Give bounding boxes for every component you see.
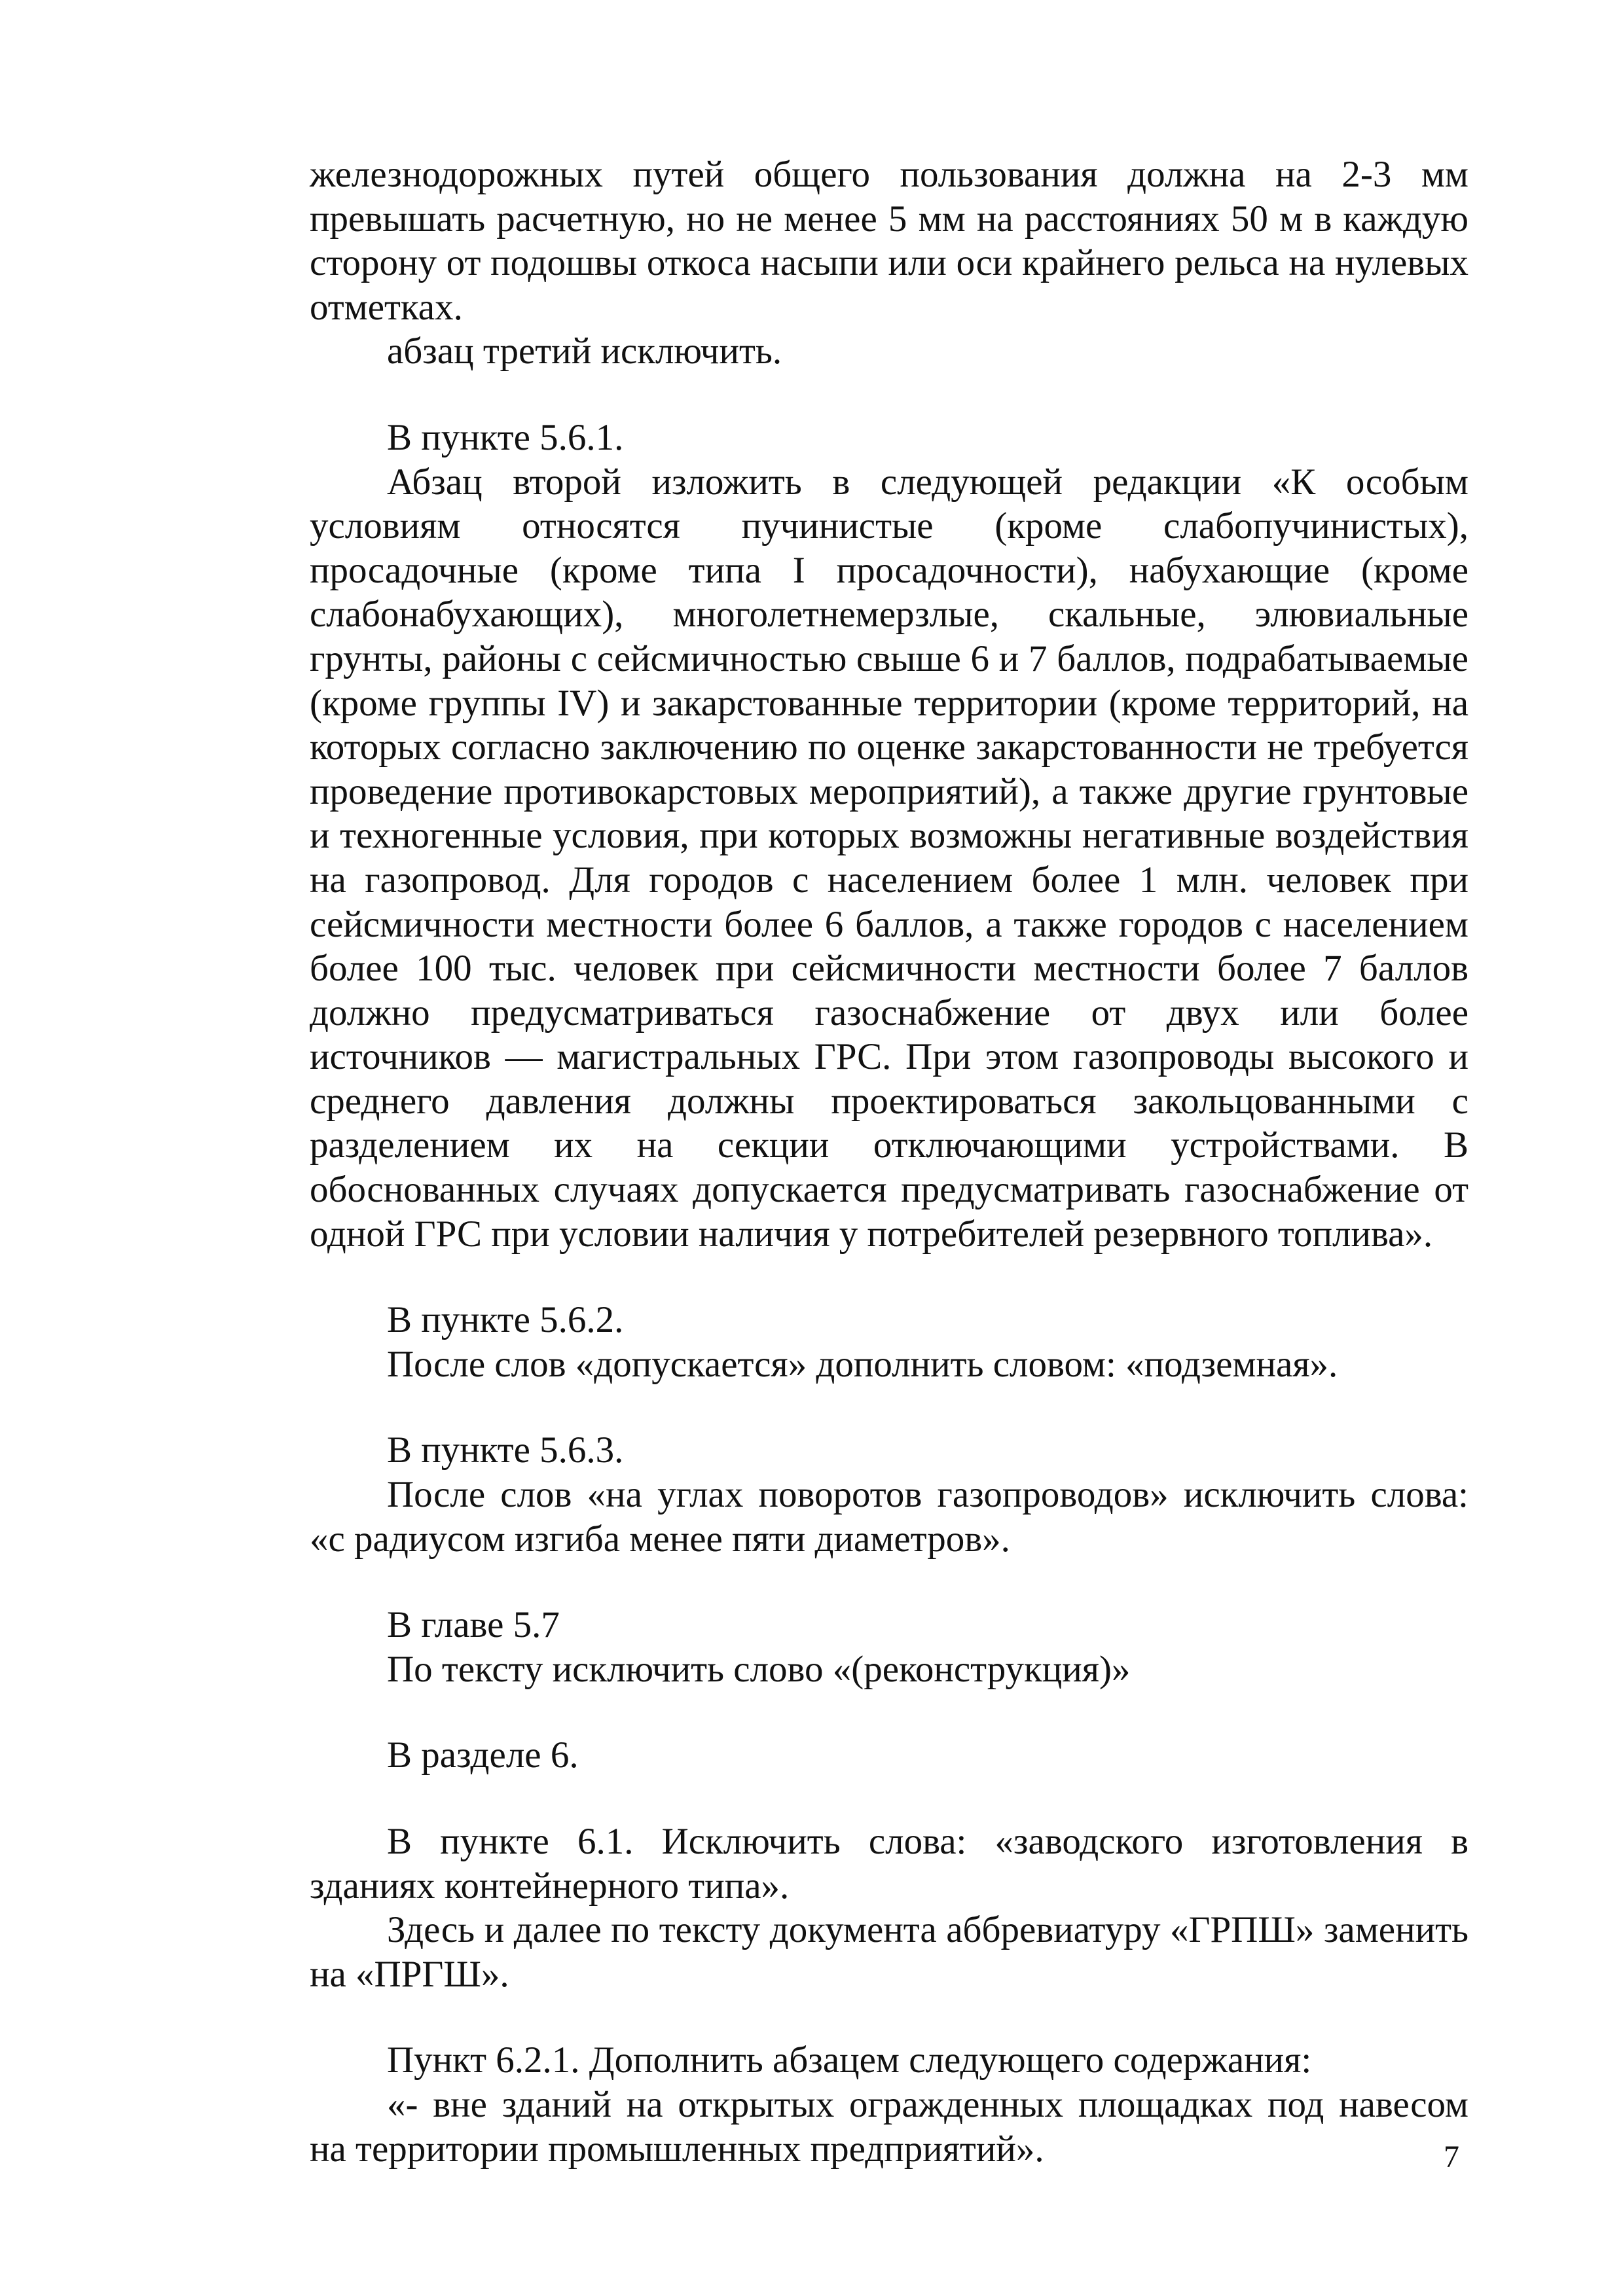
heading-5-6-2: В пункте 5.6.2. [387,1299,624,1341]
heading-chapter-5-7: В главе 5.7 [387,1604,560,1646]
paragraph-5-6-2-text: После слов «допускается» дополнить словом: «подземная». [387,1343,1338,1385]
paragraph-abbreviation: Здесь и далее по тексту документа аббревиатуру «ГРПШ» заменить на «ПРГШ». [310,1909,1468,1995]
heading-section-6: В разделе 6. [387,1734,579,1776]
paragraph-continuation: железнодорожных путей общего пользования должна на 2-3 мм превышать расчетную, но не менее 5 мм на расстояниях 50 м в каждую сторону от подошвы откоса насыпи или оси крайнего рельса на нулевых отметках. [310,154,1468,328]
document-body [310,152,1468,2171]
paragraph-5-6-3-text: После слов «на углах поворотов газопроводов» исключить слова: «с радиусом изгиба менее пяти диаметров». [310,1474,1468,1560]
page-number: 7 [1444,2140,1459,2174]
heading-5-6-1: В пункте 5.6.1. [387,416,624,458]
heading-5-6-3: В пункте 5.6.3. [387,1429,624,1471]
paragraph-6-2-1: Пункт 6.2.1. Дополнить абзацем следующего содержания: [387,2039,1312,2081]
paragraph-exclude-third: абзац третий исключить. [387,331,782,372]
paragraph-6-2-1-addition: «- вне зданий на открытых огражденных площадках под навесом на территории промышленных предприятий». [310,2083,1468,2170]
paragraph-6-1: В пункте 6.1. Исключить слова: «заводского изготовления в зданиях контейнерного типа». [310,1821,1468,1907]
paragraph-5-7-text: По тексту исключить слово «(реконструкция)» [387,1648,1131,1690]
paragraph-5-6-1-text: Абзац второй изложить в следующей редакции «К особым условиям относятся пучинистые (кроме слабопучинистых), просадочные (кроме типа I просадочности), набухающие (кроме слабонабухающих), многолетнемерзлые, скальные, элювиальные грунты, районы с сейсмичностью свыше 6 и 7 баллов, подрабатываемые (кроме группы IV) и закарстованные территории (кроме территорий, на которых согласно заключению по оценке закарстованности не требуется проведение противокарстовых мероприятий), а также другие грунтовые и техногенные условия, при которых возможны негативные воздействия на газопровод. Для городов с населением более 1 млн. человек при сейсмичности местности более 6 баллов, а также городов с населением более 100 тыс. человек при сейсмичности местности более 7 баллов должно предусматриваться газоснабжение от двух или более источников — магистральных ГРС. При этом газопроводы высокого и среднего давления должны проектироваться закольцованными с разделением их на секции отключающими устройствами. В обоснованных случаях допускается предусматривать газоснабжение от одной ГРС при условии наличия у потребителей резервного топлива». [310,461,1468,1255]
